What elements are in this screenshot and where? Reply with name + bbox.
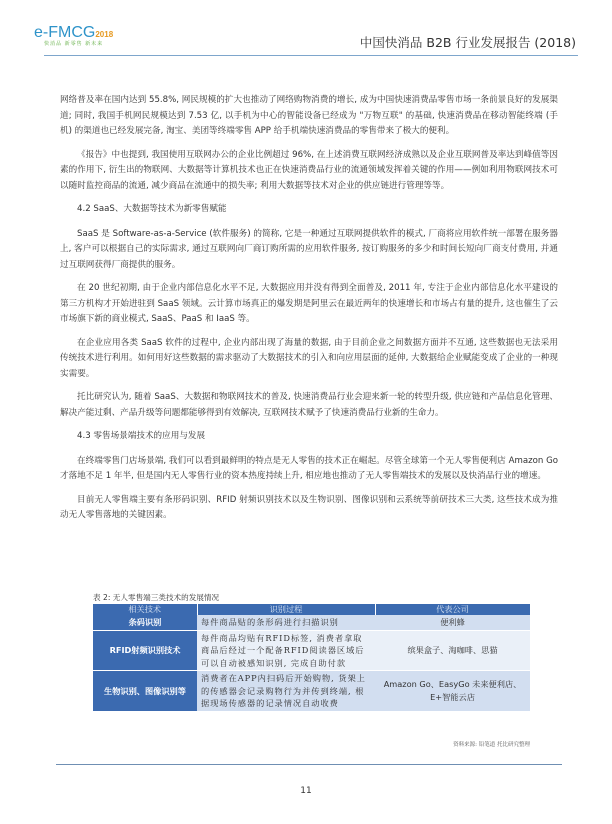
table-row	[93, 671, 530, 712]
tech-cell: 条码识别	[93, 615, 197, 630]
main-content	[60, 93, 558, 532]
header-tech: 相关技术	[93, 604, 197, 615]
fmcg-logo	[34, 24, 144, 52]
table-row	[93, 615, 530, 630]
logo-tagline: 快消品 新零售 新未来	[44, 41, 104, 47]
page-number: 11	[300, 786, 312, 796]
paragraph-report-enterprise: 《报告》中也提到, 我国使用互联网办公的企业比例超过 96%, 在上述消费互联网经济成熟以及企业互联网普及率达到峰值等因素的作用下, 衍生出的物联网、大数据等计算机技术也正在快速消费品行业的流通领域发挥着关键的作用——例如利用物联网技术可以随时监控商品的流通, 减少商品在流通中的损失率; 利用大数据等技术对企业的供应链进行管理等等。	[60, 149, 558, 191]
table-header-row	[93, 604, 530, 615]
header-companies: 代表公司	[375, 604, 530, 615]
paragraph-tech-categories: 目前无人零售端主要有条形码识别、RFID 射频识别技术以及生物识别、图像识别和云系统等前研技术三大类, 这些技术成为推动无人零售落地的关键因素。	[60, 494, 558, 520]
table-caption: 表 2: 无人零售端三类技术的发展情况	[93, 593, 220, 602]
logo-dash: e-	[34, 24, 49, 41]
table-source: 资料来源: 铅笔道 托比研究整理	[453, 742, 530, 748]
paragraph-unmanned-retail: 在终端零售门店场景端, 我们可以看到最鲜明的特点是无人零售的技术正在崛起。尽管全球第一个无人零售便利店 Amazon Go 才落地不足 1 年半, 但是国内无人零售行业的资本热度持续上升, 相应地也推动了无人零售端技术的发展以及快消品行业的增速。	[60, 455, 558, 481]
paragraph-tobi-view: 托比研究认为, 随着 SaaS、大数据和物联网技术的普及, 快速消费品行业会迎来新一轮的转型升级, 供应链和产品信息化管理、解决产能过剩、产品升级等问题都能够得到有效解决, 互联网技术赋予了快速消费品行业新的生命力。	[60, 392, 558, 418]
process-cell: 每件商品均贴有RFID标签, 消费者拿取商品后经过一个配备RFID阅读器区域后可以自动被感知识别, 完成自助付款	[197, 630, 375, 671]
companies-cell: 缤果盒子、淘咖啡、思猫	[375, 630, 530, 671]
page-header	[0, 0, 612, 62]
table-row	[93, 630, 530, 671]
paragraph-enterprise-data: 在企业应用各类 SaaS 软件的过程中, 企业内部出现了海量的数据, 由于目前企业之间数据方面并不互通, 这些数据也无法采用传统技术进行利用。如何用好这些数据的需求驱动了大数据技术的引入和向应用层面的延伸, 大数据给企业赋能变成了企业的一种现实需要。	[60, 337, 558, 379]
companies-cell: 便利蜂	[375, 615, 530, 630]
footer-divider	[56, 764, 562, 765]
header-divider	[44, 55, 578, 56]
process-cell: 消费者在APP内扫码后开始购物, 货架上的传感器会记录购物行为并传到终端, 根据现场传感器的记录情况自动收费	[197, 671, 375, 712]
paragraph-internet-penetration: 网络普及率在国内达到 55.8%, 网民规模的扩大也推动了网络购物消费的增长, 成为中国快速消费品零售市场一条前景良好的发展渠道; 同时, 我国手机网民规模达到 7.53 亿, 以手机为中心的智能设备已经成为 "万物互联" 的基础, 快速消费品在移动智能终端 (手机) 的渠道也已经发展完备, 淘宝、美团等终端零售 APP 给手机端快速消费品的零售带来了极大的便利。	[60, 95, 558, 136]
companies-cell: Amazon Go、EasyGo 未来便利店、E+智能云店	[375, 671, 530, 712]
header-process: 识别过程	[197, 604, 375, 615]
report-title: 中国快消品 B2B 行业发展报告 (2018)	[359, 35, 576, 50]
section-heading-4-3: 4.3 零售场景端技术的应用与发展	[77, 431, 206, 441]
tech-table	[93, 604, 531, 712]
process-cell: 每件商品贴的条形码进行扫描识别	[197, 615, 375, 630]
tech-cell: RFID射频识别技术	[93, 630, 197, 671]
paragraph-saas-definition: SaaS 是 Software-as-a-Service (软件服务) 的简称, 它是一种通过互联网提供软件的模式, 厂商将应用软件统一部署在服务器上, 客户可以根据自己的实际需求, 通过互联网向厂商订购所需的应用软件服务, 按订购服务的多少和时间长短向厂商支付费用, 并通过互联网获得厂商提供的服务。	[60, 228, 558, 270]
logo-text: FMCG	[48, 24, 96, 41]
paragraph-saas-history: 在 20 世纪初期, 由于企业内部信息化水平不足, 大数据应用并没有得到全面普及, 2011 年, 专注于企业内部信息化水平建设的第三方机构才开始进驻到 SaaS 领域。云计算市场真正的爆发期是阿里云在最近两年的快速增长和市场占有量的提升, 这也催生了云市场旗下新的商业模式, SaaS、PaaS 和 IaaS 等。	[60, 283, 558, 324]
tech-cell: 生物识别、图像识别等	[93, 671, 197, 712]
logo-year: 2018	[95, 30, 114, 39]
section-heading-4-2: 4.2 SaaS、大数据等技术为新零售赋能	[77, 204, 227, 214]
